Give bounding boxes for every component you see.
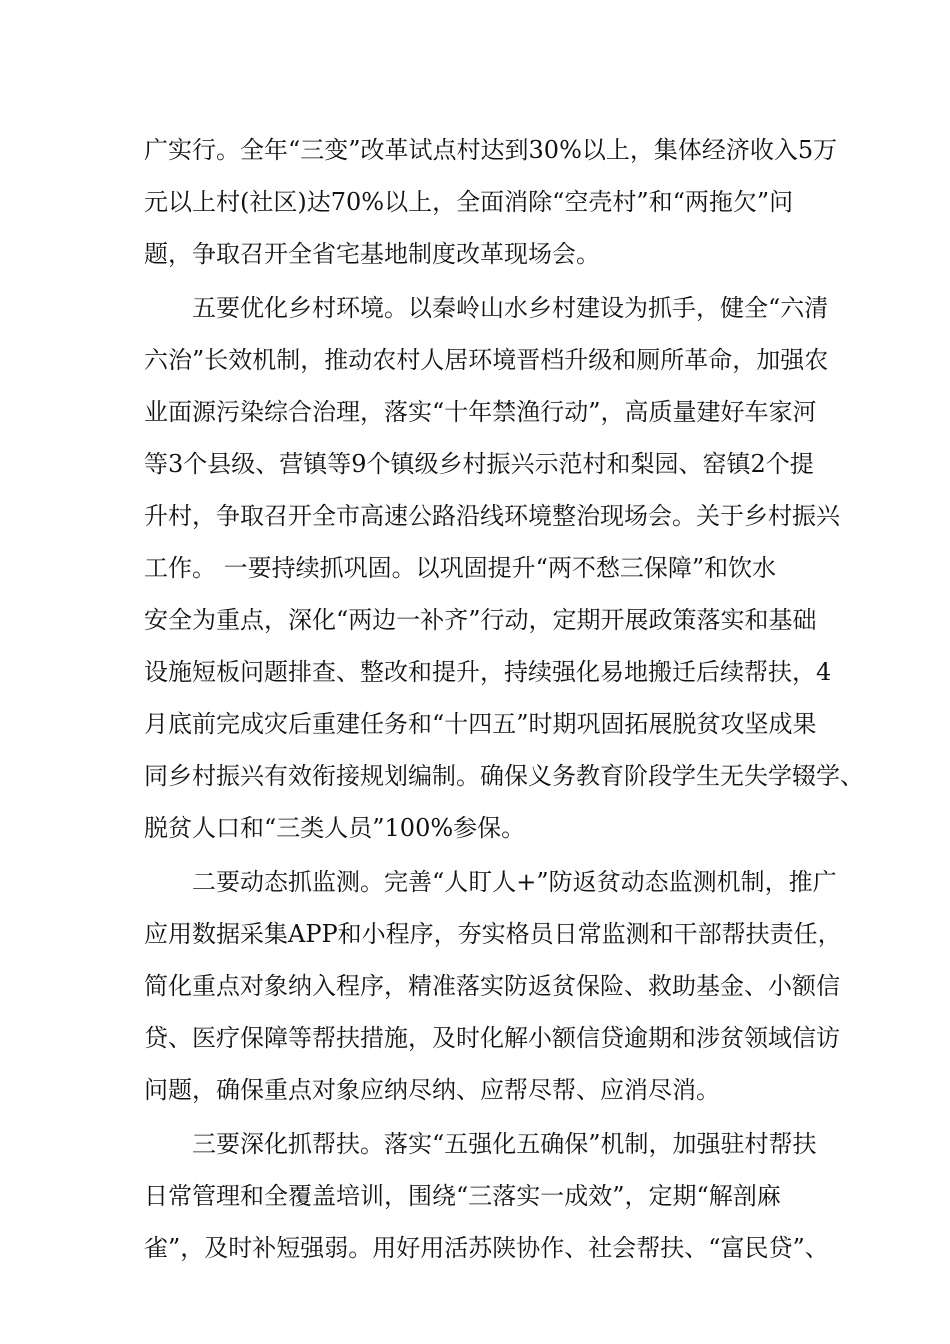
text-line: 安全为重点，深化“两边一补齐”行动，定期开展政策落实和基础 <box>144 606 817 634</box>
text-line: 三要深化抓帮扶。落实“五强化五确保”机制，加强驻村帮扶 <box>192 1130 817 1158</box>
text-line: 六治”长效机制，推动农村人居环境晋档升级和厕所革命，加强农 <box>144 346 829 374</box>
text-line: 元以上村(社区)达70%以上，全面消除“空壳村”和“两拖欠”问 <box>144 188 794 216</box>
text-line: 升村，争取召开全市高速公路沿线环境整治现场会。关于乡村振兴 <box>144 502 840 530</box>
text-line: 五要优化乡村环境。以秦岭山水乡村建设为抓手，健全“六清 <box>192 294 829 322</box>
text-line: 脱贫人口和“三类人员”100%参保。 <box>144 814 526 842</box>
text-line: 贷、医疗保障等帮扶措施，及时化解小额信贷逾期和涉贫领域信访 <box>144 1024 840 1052</box>
text-line: 日常管理和全覆盖培训，围绕“三落实一成效”，定期“解剖麻 <box>144 1182 781 1210</box>
text-line: 业面源污染综合治理，落实“十年禁渔行动”，高质量建好车家河 <box>144 398 817 426</box>
text-line: 广实行。全年“三变”改革试点村达到30%以上，集体经济收入5万 <box>144 136 838 164</box>
text-line: 问题，确保重点对象应纳尽纳、应帮尽帮、应消尽消。 <box>144 1076 720 1104</box>
text-line: 等3个县级、营镇等9个镇级乡村振兴示范村和梨园、窑镇2个提 <box>144 450 814 478</box>
text-line: 应用数据采集APP和小程序，夯实格员日常监测和干部帮扶责任， <box>144 920 842 948</box>
text-line: 简化重点对象纳入程序，精准落实防返贫保险、救助基金、小额信 <box>144 972 840 1000</box>
text-line: 月底前完成灾后重建任务和“十四五”时期巩固拓展脱贫攻坚成果 <box>144 710 817 738</box>
text-line: 二要动态抓监测。完善“人盯人+”防返贫动态监测机制，推广 <box>192 868 837 896</box>
text-line: 工作。 一要持续抓巩固。以巩固提升“两不愁三保障”和饮水 <box>144 554 777 582</box>
text-line: 题，争取召开全省宅基地制度改革现场会。 <box>144 240 600 268</box>
text-line: 同乡村振兴有效衔接规划编制。确保义务教育阶段学生无失学辍学、 <box>144 762 864 790</box>
text-line: 设施短板问题排查、整改和提升，持续强化易地搬迁后续帮扶，4 <box>144 658 832 686</box>
text-line: 雀”，及时补短强弱。用好用活苏陕协作、社会帮扶、“富民贷”、 <box>144 1234 829 1262</box>
